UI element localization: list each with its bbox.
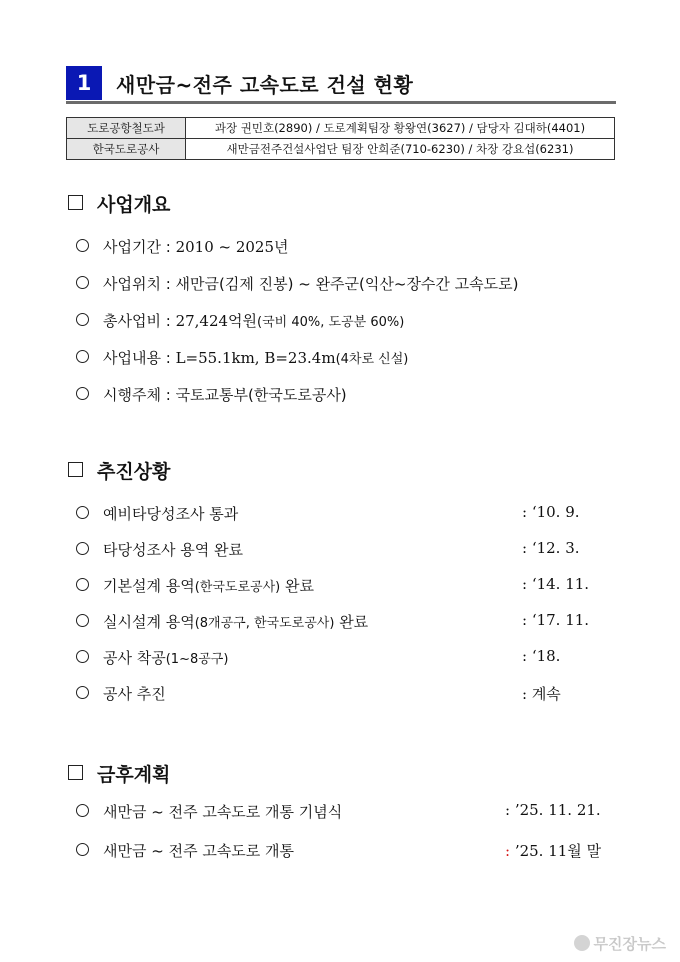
date-value: : ’25. 11. 21. (505, 801, 601, 819)
square-bullet-icon (68, 195, 83, 210)
watermark-icon (574, 935, 590, 951)
circle-bullet-icon (76, 350, 89, 363)
document-title (66, 66, 616, 102)
people-cell: 과장 권민호(2890) / 도로계획팀장 황왕연(3627) / 담당자 김대하(4401) (186, 118, 615, 139)
section-number-badge: 1 (66, 66, 102, 100)
date-value: : 계속 (522, 685, 561, 703)
list-item: 기본설계 용역(한국도로공사) 완료 (76, 575, 314, 596)
watermark-logo: 무진장뉴스 (574, 933, 666, 954)
list-item: 사업기간 : 2010 ~ 2025년 (76, 236, 289, 257)
date-value: : ’25. 11월 말 (505, 842, 602, 860)
circle-bullet-icon (76, 506, 89, 519)
date-value: : ‘14. 11. (522, 575, 590, 593)
list-item: 총사업비 : 27,424억원(국비 40%, 도공분 60%) (76, 310, 404, 331)
date-value: : ‘17. 11. (522, 611, 590, 629)
list-item: 공사 추진 (76, 683, 166, 704)
circle-bullet-icon (76, 804, 89, 817)
circle-bullet-icon (76, 614, 89, 627)
list-item: 타당성조사 용역 완료 (76, 539, 243, 560)
list-item: 공사 착공(1~8공구) (76, 647, 228, 668)
page-title: 새만금~전주 고속도로 건설 현황 (116, 73, 414, 97)
date-value: : ‘10. 9. (522, 503, 580, 521)
circle-bullet-icon (76, 387, 89, 400)
list-item: 사업위치 : 새만금(김제 진봉) ~ 완주군(익산~장수간 고속도로) (76, 273, 519, 294)
circle-bullet-icon (76, 578, 89, 591)
square-bullet-icon (68, 765, 83, 780)
dept-cell: 한국도로공사 (67, 139, 186, 160)
people-cell: 새만금전주건설사업단 팀장 안희준(710-6230) / 차장 강요섭(6231) (186, 139, 615, 160)
dept-cell: 도로공항철도과 (67, 118, 186, 139)
list-item: 시행주체 : 국토교통부(한국도로공사) (76, 384, 347, 405)
list-item: 예비타당성조사 통과 (76, 503, 238, 524)
list-item: 새만금 ~ 전주 고속도로 개통 (76, 840, 294, 861)
highlight-colon: : (505, 842, 511, 860)
date-value: : ‘12. 3. (522, 539, 580, 557)
circle-bullet-icon (76, 276, 89, 289)
table-row (67, 139, 615, 160)
section-heading-plans: 금후계획 (68, 760, 170, 787)
circle-bullet-icon (76, 686, 89, 699)
circle-bullet-icon (76, 239, 89, 252)
circle-bullet-icon (76, 843, 89, 856)
date-value: : ‘18. (522, 647, 561, 665)
circle-bullet-icon (76, 650, 89, 663)
table-row (67, 118, 615, 139)
square-bullet-icon (68, 462, 83, 477)
contacts-table (66, 117, 615, 160)
section-heading-progress: 추진상황 (68, 457, 170, 484)
list-item: 사업내용 : L=55.1km, B=23.4m(4차로 신설) (76, 347, 408, 368)
circle-bullet-icon (76, 313, 89, 326)
list-item: 실시설계 용역(8개공구, 한국도로공사) 완료 (76, 611, 368, 632)
title-underline (66, 101, 616, 104)
section-heading-overview: 사업개요 (68, 190, 170, 217)
list-item: 새만금 ~ 전주 고속도로 개통 기념식 (76, 801, 342, 822)
circle-bullet-icon (76, 542, 89, 555)
